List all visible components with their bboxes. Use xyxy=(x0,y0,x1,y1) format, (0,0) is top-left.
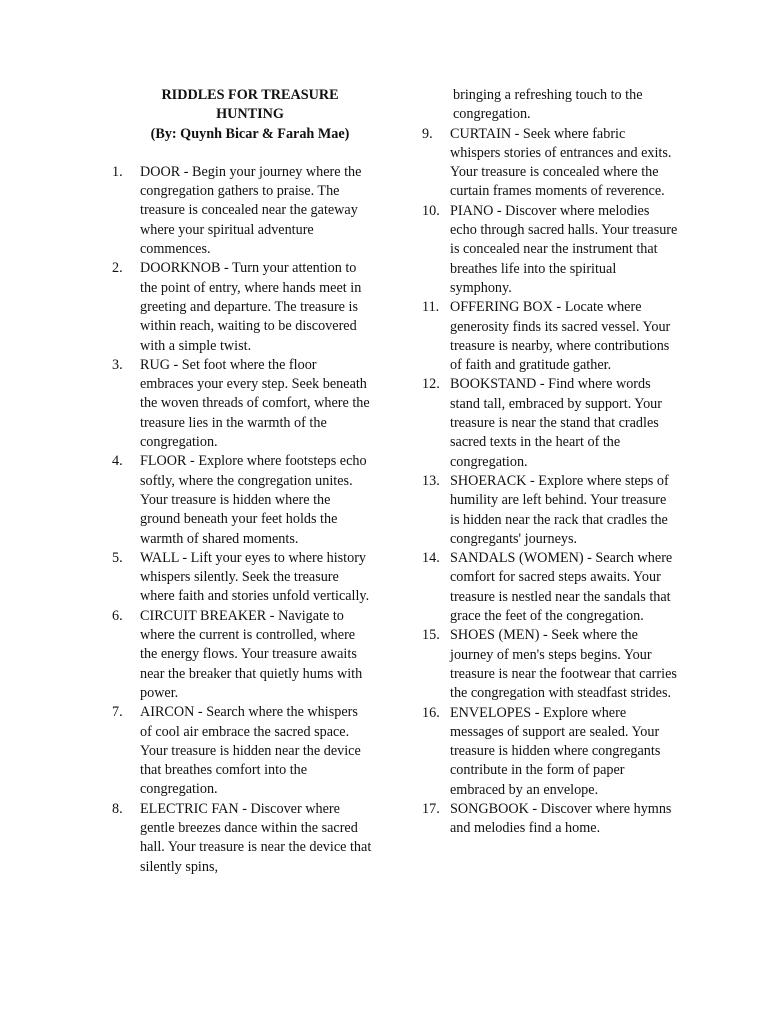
riddle-list-right xyxy=(422,125,678,839)
item-number: 3. xyxy=(112,356,123,373)
item-text: SONGBOOK - Discover where hymns and melodies find a home. xyxy=(450,800,672,837)
riddle-item xyxy=(422,298,678,375)
right-column xyxy=(422,86,678,839)
riddle-item xyxy=(422,800,678,839)
riddle-item xyxy=(112,259,372,355)
item-number: 5. xyxy=(112,549,123,566)
item-number: 1. xyxy=(112,163,123,180)
item-text: RUG - Set foot where the floor embraces your every step. Seek beneath the woven threads of comfort, where the treasure lies in the warmth of the congregation. xyxy=(140,356,370,451)
document-title xyxy=(140,86,360,144)
item-text: BOOKSTAND - Find where words stand tall, embraced by support. Your treasure is near the stand that cradles sacred texts in the heart of the congregation. xyxy=(450,376,662,470)
item-text: SANDALS (WOMEN) - Search where comfort for sacred steps awaits. Your treasure is nestled near the sandals that grace the feet of the congregation. xyxy=(450,550,673,625)
item-text: SHOES (MEN) - Seek where the journey of men's steps begins. Your treasure is near the footwear that carries the congregation with steadfast strides. xyxy=(450,627,677,702)
item-text: ELECTRIC FAN - Discover where gentle breezes dance within the sacred hall. Your treasure is near the device that silently spins, xyxy=(140,800,372,875)
riddle-item xyxy=(422,375,678,471)
riddle-item xyxy=(112,356,372,452)
item-text: SHOERACK - Explore where steps of humility are left behind. Your treasure is hidden near the rack that cradles the congregants' journeys. xyxy=(450,472,669,547)
item-number: 14. xyxy=(422,550,440,567)
left-column xyxy=(112,86,372,877)
riddle-item xyxy=(112,703,372,799)
riddle-item xyxy=(422,472,678,549)
item-8-continuation: bringing a refreshing touch to the congregation. xyxy=(453,87,643,123)
item-number: 13. xyxy=(422,472,440,489)
item-number: 7. xyxy=(112,704,123,721)
riddle-item xyxy=(112,163,372,259)
item-number: 8. xyxy=(112,800,123,817)
item-number: 6. xyxy=(112,607,123,624)
item-text: CURTAIN - Seek where fabric whispers stories of entrances and exits. Your treasure is concealed where the curtain frames moments of reverence. xyxy=(450,125,672,200)
item-text: ENVELOPES - Explore where messages of support are sealed. Your treasure is hidden where congregants contribute in the form of paper embraced by an envelope. xyxy=(450,704,661,798)
item-text: DOOR - Begin your journey where the congregation gathers to praise. The treasure is concealed near the gateway where your spiritual adventure commences. xyxy=(140,163,362,258)
item-text: PIANO - Discover where melodies echo through sacred halls. Your treasure is concealed near the instrument that breathes life into the spiritual symphony. xyxy=(450,202,678,296)
item-text: DOORKNOB - Turn your attention to the point of entry, where hands meet in greeting and departure. The treasure is within reach, waiting to be discovered with a simple twist. xyxy=(140,260,362,354)
item-number: 12. xyxy=(422,376,440,393)
item-number: 2. xyxy=(112,260,123,277)
byline: (By: Quynh Bicar & Farah Mae) xyxy=(150,125,350,142)
item-number: 17. xyxy=(422,800,440,817)
item-number: 16. xyxy=(422,704,440,721)
title-line-1: RIDDLES FOR TREASURE xyxy=(161,87,339,103)
riddle-item xyxy=(112,549,372,607)
riddle-item xyxy=(112,607,372,703)
riddle-item xyxy=(112,800,372,877)
item-number: 11. xyxy=(422,299,440,316)
riddle-item xyxy=(422,704,678,800)
title-line-2: HUNTING xyxy=(216,106,284,123)
item-text: OFFERING BOX - Locate where generosity finds its sacred vessel. Your treasure is nearby, where contributions of faith and gratitude gather. xyxy=(450,299,671,374)
riddle-item xyxy=(422,125,678,202)
item-text: AIRCON - Search where the whispers of cool air embrace the sacred space. Your treasure is hidden near the device that breathes comfort into the congregation. xyxy=(140,704,361,798)
item-number: 4. xyxy=(112,453,123,470)
riddle-list-left xyxy=(112,163,372,877)
item-text: WALL - Lift your eyes to where history whispers silently. Seek the treasure where faith and stories unfold vertically. xyxy=(140,549,370,605)
item-number: 15. xyxy=(422,627,440,644)
riddle-item xyxy=(422,202,678,298)
riddle-item xyxy=(422,626,678,703)
riddle-item xyxy=(422,549,678,626)
item-number: 9. xyxy=(422,125,433,142)
item-number: 10. xyxy=(422,202,440,219)
item-text: CIRCUIT BREAKER - Navigate to where the current is controlled, where the energy flows. Your treasure awaits near the breaker that quietly hums with power. xyxy=(140,607,363,701)
riddle-item xyxy=(112,452,372,548)
item-text: FLOOR - Explore where footsteps echo softly, where the congregation unites. Your treasure is hidden where the ground beneath your feet holds the warmth of shared moments. xyxy=(140,453,367,547)
